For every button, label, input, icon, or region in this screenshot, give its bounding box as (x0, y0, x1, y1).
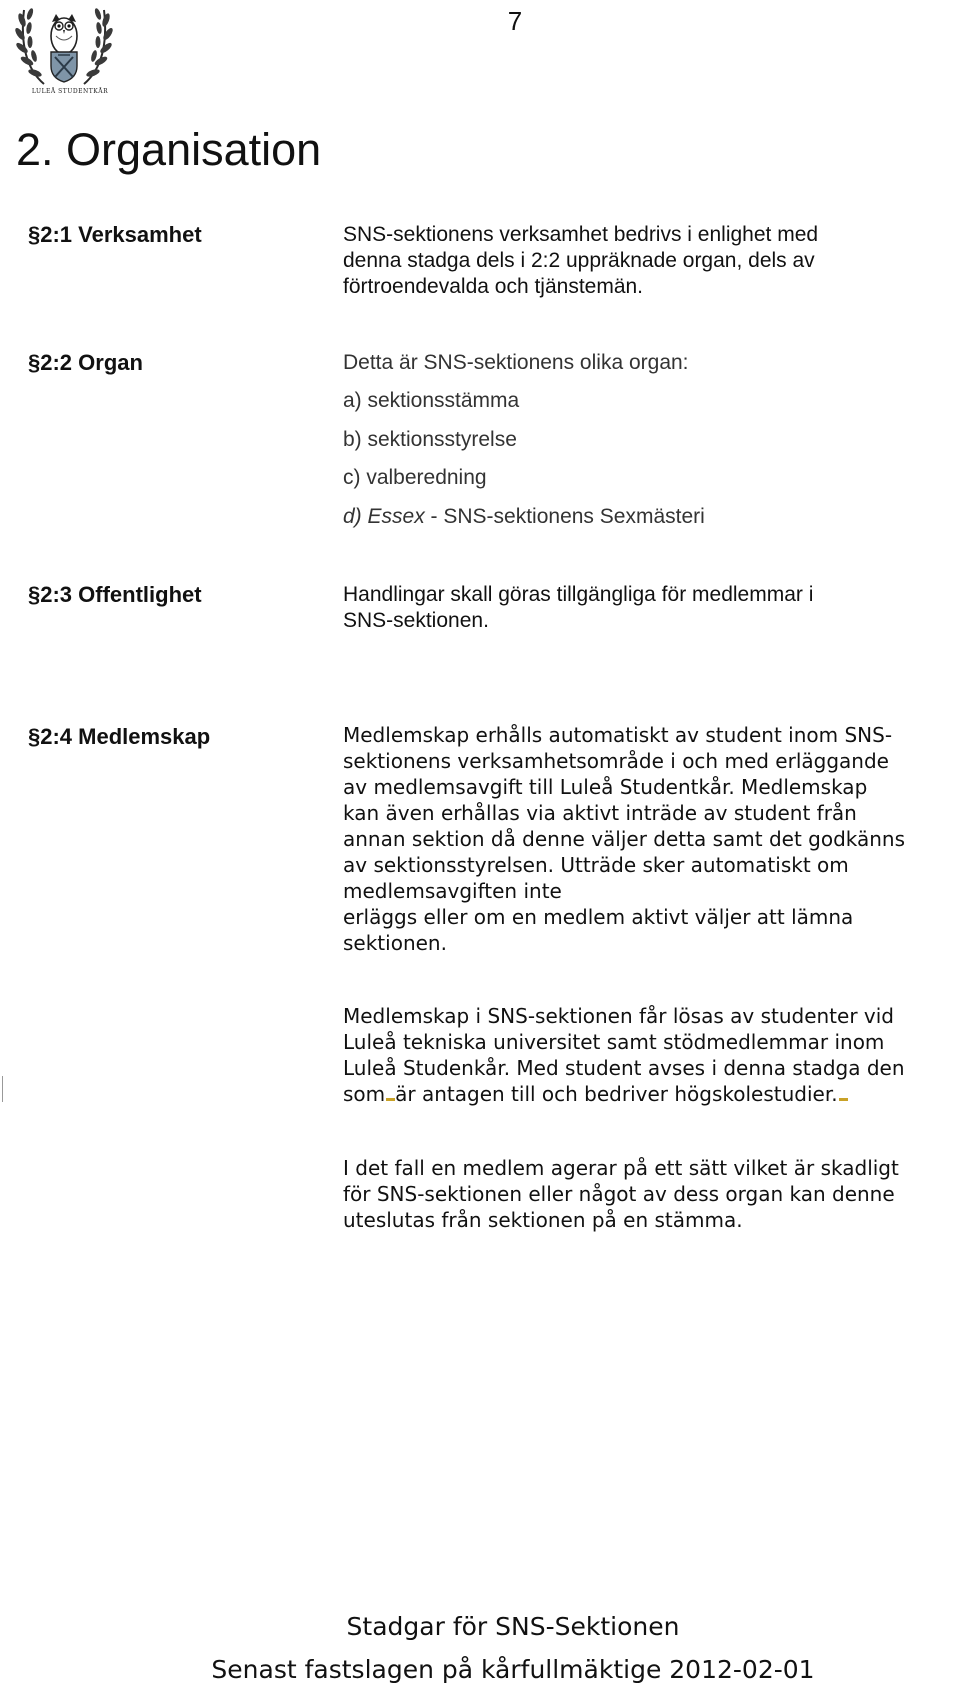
owl-laurel-emblem-icon (14, 0, 114, 88)
change-bar (2, 1076, 3, 1102)
chapter-title: 2. Organisation (16, 124, 322, 175)
section-label-verksamhet: §2:1 Verksamhet (28, 222, 202, 247)
logo-wordmark: LULEÅ STUDENTKÅR (31, 88, 109, 95)
footer-date: Senast fastslagen på kårfullmäktige 2012-02-01 (211, 1655, 815, 1684)
medlemskap-paragraph-1: Medlemskap erhålls automatiskt av student inom SNS- sektionens verksamhetsområde i och med erläggande av medlemsavgift till Luleå Studentkår. Medlemskap kan även erhållas via aktivt inträde av student från annan sektion då denne väljer detta samt det godkänns av sektionsstyrelsen. Utträde sker automatiskt om medlemsavgiften inte erläggs eller om en medlem aktivt väljer att lämna sektionen. (343, 723, 906, 955)
section-label-organ: §2:2 Organ (28, 350, 143, 375)
section-label-medlemskap: §2:4 Medlemskap (28, 724, 211, 749)
section-text-offentlighet: Handlingar skall göras tillgängliga för medlemmar i SNS-sektionen. (343, 583, 814, 632)
medlemskap-p2-main: Medlemskap i SNS-sektionen får lösas av studenter vid Luleå tekniska universitet samt stödmedlemmar inom Luleå Studenkår. Med student avses i denna stadga den som (343, 1004, 905, 1106)
organ-intro: Detta är SNS-sektionens olika organ: (343, 351, 689, 374)
lulea-studentkar-logo (14, 0, 114, 104)
medlemskap-paragraph-2 (343, 1003, 960, 1107)
medlemskap-paragraph-3: I det fall en medlem agerar på ett sätt vilket är skadligt för SNS-sektionen eller något av dess organ kan denne uteslutas från sektionen på en stämma. (343, 1156, 899, 1232)
organ-item-c: c) valberedning (343, 466, 487, 489)
section-label-offentlighet: §2:3 Offentlighet (28, 582, 202, 607)
organ-item-d (343, 504, 943, 530)
highlight-mark (386, 1098, 395, 1101)
organ-item-d-prefix: d) Essex (343, 505, 425, 528)
organ-item-b: b) sektionsstyrelse (343, 428, 517, 451)
highlight-mark (839, 1098, 848, 1101)
page-number: 7 (507, 6, 523, 36)
footer-title: Stadgar för SNS-Sektionen (346, 1612, 680, 1641)
section-text-verksamhet: SNS-sektionens verksamhet bedrivs i enlighet med denna stadga dels i 2:2 uppräknade organ, dels av förtroendevalda och tjänstemän. (343, 223, 819, 298)
organ-item-a: a) sektionsstämma (343, 389, 520, 412)
organ-item-d-rest: - SNS-sektionens Sexmästeri (424, 505, 705, 528)
medlemskap-p2-mid: är antagen till och bedriver högskolestudier. (395, 1082, 838, 1106)
